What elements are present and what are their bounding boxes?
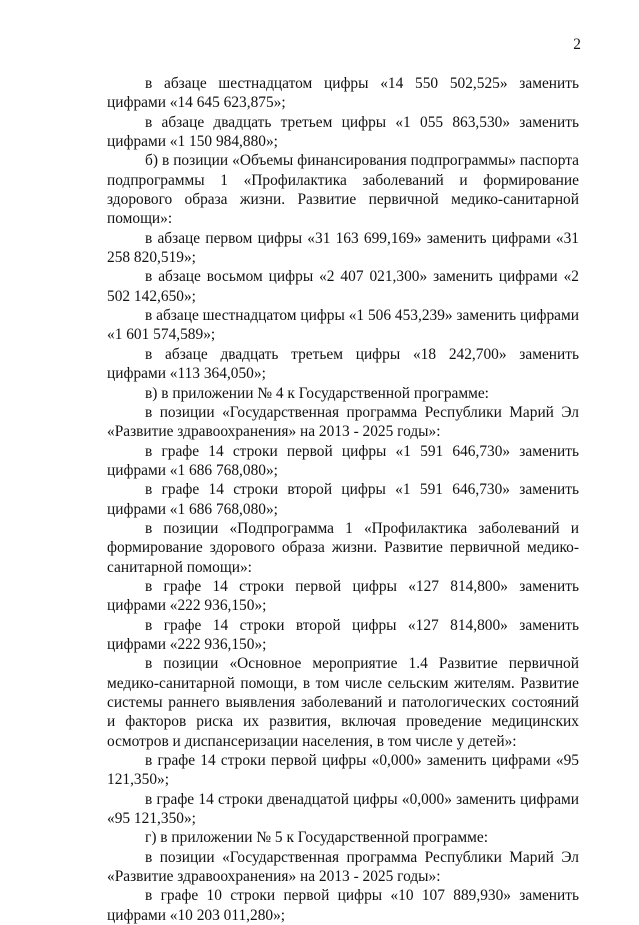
- paragraph: в абзаце шестнадцатом цифры «14 550 502,525» заменить цифрами «14 645 623,875»;: [107, 75, 579, 112]
- page-number: 2: [573, 36, 581, 53]
- paragraph: в абзаце восьмом цифры «2 407 021,300» заменить цифрами «2 502 142,650»;: [107, 268, 579, 305]
- paragraph: в графе 14 строки второй цифры «127 814,800» заменить цифрами «222 936,150»;: [107, 616, 579, 653]
- paragraph: в графе 14 строки двенадцатой цифры «0,000» заменить цифрами «95 121,350»;: [107, 790, 579, 828]
- paragraph: в графе 10 строки первой цифры «10 107 889,930» заменить цифрами «10 203 011,280»;: [107, 887, 579, 924]
- paragraph: в абзаце двадцать третьем цифры «1 055 863,530» заменить цифрами «1 150 984,880»;: [107, 113, 579, 151]
- paragraph: в позиции «Основное мероприятие 1.4 Развитие первичной медико-санитарной помощи, в том числе сельским жителям. Развитие системы раннего выявления заболеваний и патологических состояний и факторов риска их развития, включая проведение медицинских осмотров и диспансеризации населения, в том числе у детей»:: [107, 655, 579, 750]
- paragraph: в) в приложении № 4 к Государственной программе:: [145, 384, 489, 402]
- document-body: [107, 74, 579, 925]
- paragraph: в абзаце первом цифры «31 163 699,169» заменить цифрами «31 258 820,519»;: [107, 229, 579, 267]
- paragraph: в абзаце шестнадцатом цифры «1 506 453,239» заменить цифрами «1 601 574,589»;: [107, 307, 579, 344]
- paragraph: в графе 14 строки первой цифры «0,000» заменить цифрами «95 121,350»;: [107, 752, 579, 789]
- paragraph: в позиции «Государственная программа Республики Марий Эл «Развитие здравоохранения» на 2013 - 2025 годы»:: [107, 403, 579, 441]
- paragraph: б) в позиции «Объемы финансирования подпрограммы» паспорта подпрограммы 1 «Профилактика заболеваний и формирование здорового образа жизни. Развитие первичной медико-санитарной помощи»:: [107, 152, 579, 228]
- paragraph: в позиции «Подпрограмма 1 «Профилактика заболеваний и формирование здорового образа жизни. Развитие первичной медико-санитарной помощи»:: [107, 519, 579, 576]
- paragraph: г) в приложении № 5 к Государственной программе:: [145, 829, 488, 847]
- paragraph: в абзаце двадцать третьем цифры «18 242,700» заменить цифрами «113 364,050»;: [107, 345, 579, 383]
- paragraph: в позиции «Государственная программа Республики Марий Эл «Развитие здравоохранения» на 2013 - 2025 годы»:: [107, 848, 579, 886]
- paragraph: в графе 14 строки первой цифры «127 814,800» заменить цифрами «222 936,150»;: [107, 577, 579, 615]
- paragraph: в графе 14 строки второй цифры «1 591 646,730» заменить цифрами «1 686 768,080»;: [107, 481, 579, 518]
- paragraph: в графе 14 строки первой цифры «1 591 646,730» заменить цифрами «1 686 768,080»;: [107, 442, 579, 479]
